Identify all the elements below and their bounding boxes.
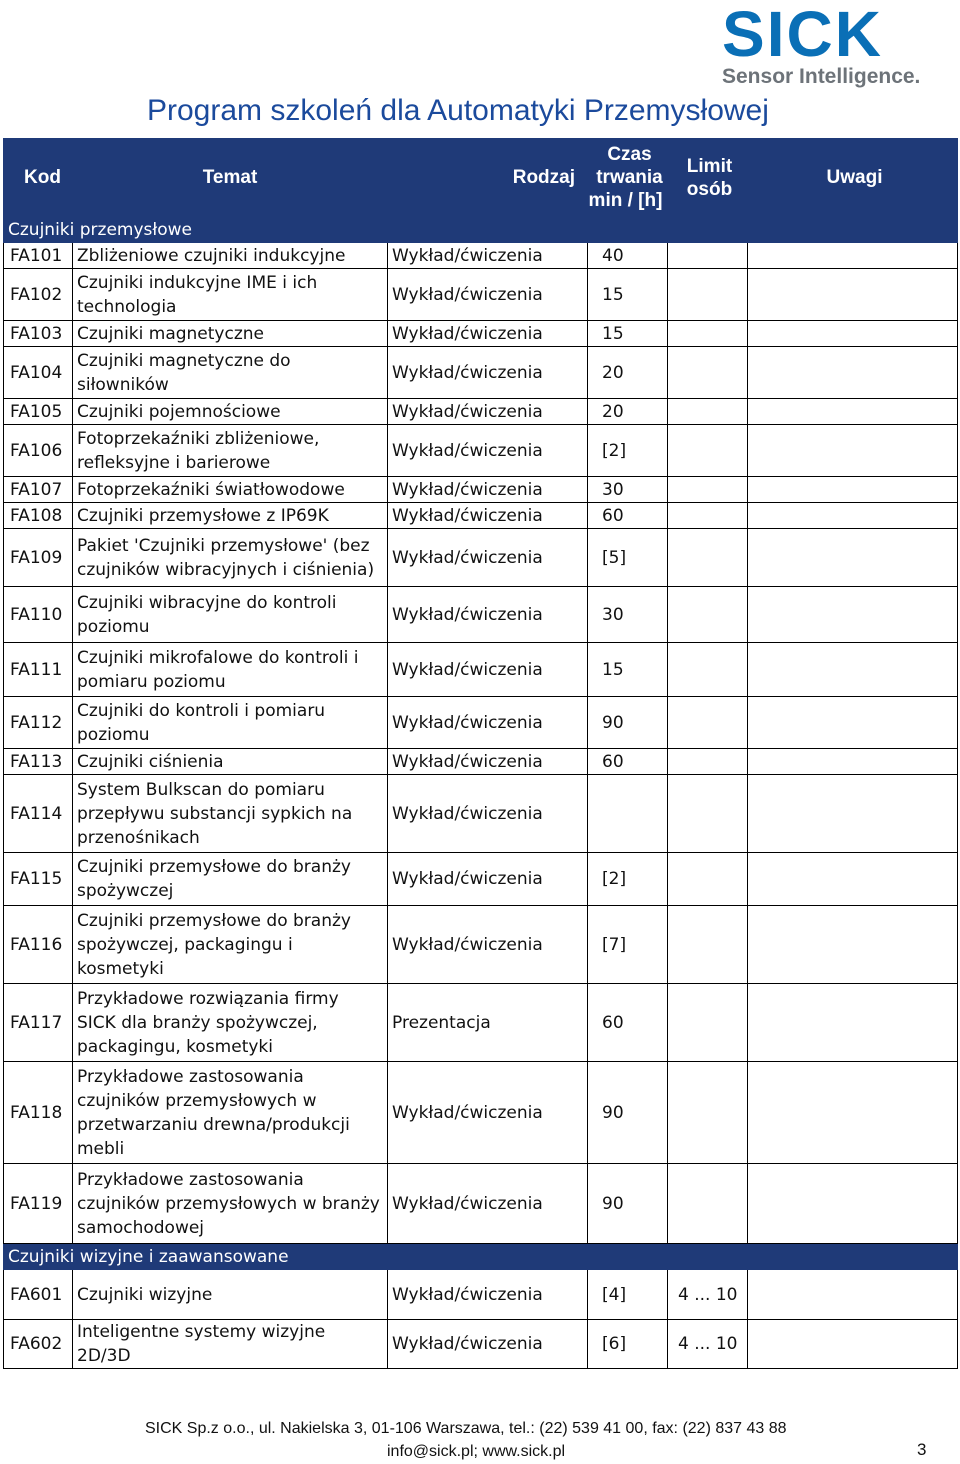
course-topic-line: Czujniki przemysłowe do branży <box>77 857 351 877</box>
course-type: Wykład/ćwiczenia <box>388 503 588 529</box>
course-code: FA601 <box>4 1270 73 1320</box>
course-duration: 15 <box>588 269 668 321</box>
course-limit <box>668 399 748 425</box>
course-topic-line: Czujniki magnetyczne <box>77 323 264 344</box>
table-row <box>4 1164 958 1244</box>
course-duration: [2] <box>588 425 668 477</box>
header-notes: Uwagi <box>748 139 958 217</box>
course-code: FA101 <box>4 243 73 269</box>
course-topic <box>73 587 388 643</box>
course-topic <box>73 347 388 399</box>
course-topic-line: Czujniki pojemnościowe <box>77 401 281 422</box>
course-topic <box>73 643 388 697</box>
course-topic-line: Czujniki do kontroli i pomiaru <box>77 700 326 721</box>
page-number: 3 <box>917 1440 927 1459</box>
course-topic-line: siłowników <box>77 374 169 395</box>
course-topic-line: Czujniki przemysłowe z IP69K <box>77 505 329 526</box>
table-row <box>4 425 958 477</box>
course-notes <box>748 1062 958 1164</box>
header-duration-line: Czas <box>607 144 652 165</box>
footer-contact: info@sick.pl; www.sick.pl <box>387 1443 566 1460</box>
course-limit <box>668 984 748 1062</box>
course-notes <box>748 1164 958 1244</box>
table-header-row <box>4 139 958 217</box>
course-code: FA111 <box>4 643 73 697</box>
course-topic-line: czujników przemysłowych w branży <box>77 1193 380 1214</box>
course-topic-line: SICK dla branży spożywczej, <box>77 1012 318 1033</box>
page-title: Program szkoleń dla Automatyki Przemysłowej <box>147 94 769 127</box>
course-notes <box>748 347 958 399</box>
course-duration: 60 <box>588 749 668 775</box>
course-topic-line: Zbliżeniowe czujniki indukcyjne <box>77 245 346 266</box>
course-topic-line: spożywczej, packagingu i <box>77 934 293 955</box>
course-topic-line: Inteligentne systemy wizyjne <box>77 1322 326 1342</box>
course-duration: [7] <box>588 906 668 984</box>
header-topic: Temat <box>73 139 388 217</box>
course-duration <box>588 775 668 853</box>
course-duration: [2] <box>588 853 668 906</box>
course-type: Wykład/ćwiczenia <box>388 906 588 984</box>
course-topic-line: Czujniki mikrofalowe do kontroli i <box>77 647 359 668</box>
course-code: FA110 <box>4 587 73 643</box>
header-duration-line: min / [h] <box>588 190 663 211</box>
course-topic-line: technologia <box>77 296 177 317</box>
course-code: FA119 <box>4 1164 73 1244</box>
table-row <box>4 749 958 775</box>
course-topic-line: Przykładowe zastosowania <box>77 1066 304 1087</box>
course-topic-line: Przykładowe zastosowania <box>77 1169 304 1190</box>
course-code: FA115 <box>4 853 73 906</box>
course-code: FA103 <box>4 321 73 347</box>
course-type: Wykład/ćwiczenia <box>388 269 588 321</box>
course-code: FA104 <box>4 347 73 399</box>
course-code: FA108 <box>4 503 73 529</box>
course-topic <box>73 906 388 984</box>
course-duration: 90 <box>588 697 668 749</box>
table-row <box>4 243 958 269</box>
course-topic-line: Czujniki wibracyjne do kontroli <box>77 592 337 613</box>
course-topic <box>73 529 388 587</box>
header-limit <box>668 139 748 217</box>
course-limit: 4 ... 10 <box>668 1270 748 1320</box>
course-topic-line: Czujniki ciśnienia <box>77 751 224 772</box>
course-notes <box>748 643 958 697</box>
course-topic-line: przepływu substancji sypkich na <box>77 803 353 824</box>
course-topic-line: Przykładowe rozwiązania firmy <box>77 988 339 1009</box>
course-duration: 30 <box>588 587 668 643</box>
course-duration: [6] <box>588 1320 668 1369</box>
course-topic-line: Fotoprzekaźniki zbliżeniowe, <box>77 428 320 449</box>
course-topic <box>73 269 388 321</box>
course-code: FA602 <box>4 1320 73 1369</box>
course-limit <box>668 1164 748 1244</box>
table-row <box>4 853 958 906</box>
course-topic-line: packagingu, kosmetyki <box>77 1036 273 1057</box>
course-duration: 90 <box>588 1062 668 1164</box>
course-code: FA113 <box>4 749 73 775</box>
course-topic-line: Czujniki wizyjne <box>77 1284 213 1305</box>
course-notes <box>748 503 958 529</box>
header-code: Kod <box>4 139 73 217</box>
course-type: Wykład/ćwiczenia <box>388 1320 588 1369</box>
course-limit <box>668 477 748 503</box>
course-type: Wykład/ćwiczenia <box>388 321 588 347</box>
table-row <box>4 503 958 529</box>
course-topic-line: Pakiet 'Czujniki przemysłowe' (bez <box>77 535 370 556</box>
course-topic-line: Czujniki magnetyczne do <box>77 350 291 371</box>
table-row <box>4 643 958 697</box>
section-header-row <box>4 1244 958 1270</box>
course-topic-line: czujników wibracyjnych i ciśnienia) <box>77 559 375 580</box>
course-limit <box>668 503 748 529</box>
table-row <box>4 477 958 503</box>
course-notes <box>748 425 958 477</box>
section-header-row <box>4 217 958 243</box>
course-limit: 4 ... 10 <box>668 1320 748 1369</box>
course-notes <box>748 775 958 853</box>
course-notes <box>748 269 958 321</box>
course-limit <box>668 853 748 906</box>
course-type: Wykład/ćwiczenia <box>388 643 588 697</box>
course-limit <box>668 529 748 587</box>
course-topic <box>73 984 388 1062</box>
course-duration: [5] <box>588 529 668 587</box>
sick-logo <box>722 2 932 90</box>
course-type: Wykład/ćwiczenia <box>388 1164 588 1244</box>
course-notes <box>748 399 958 425</box>
course-topic-line: przenośnikach <box>77 827 200 848</box>
course-topic-line: poziomu <box>77 616 150 637</box>
course-limit <box>668 425 748 477</box>
course-topic <box>73 1320 388 1369</box>
course-limit <box>668 697 748 749</box>
course-limit <box>668 906 748 984</box>
course-notes <box>748 984 958 1062</box>
course-duration: [4] <box>588 1270 668 1320</box>
course-notes <box>748 1270 958 1320</box>
table-row <box>4 399 958 425</box>
table-row <box>4 697 958 749</box>
course-code: FA107 <box>4 477 73 503</box>
section-title: Czujniki wizyjne i zaawansowane <box>4 1244 958 1270</box>
course-type: Wykład/ćwiczenia <box>388 529 588 587</box>
course-topic <box>73 399 388 425</box>
course-type: Wykład/ćwiczenia <box>388 775 588 853</box>
table-row <box>4 984 958 1062</box>
course-notes <box>748 477 958 503</box>
course-topic <box>73 243 388 269</box>
footer-address: SICK Sp.z o.o., ul. Nakielska 3, 01-106 Warszawa, tel.: (22) 539 41 00, fax: (22) 837 43 88 <box>145 1420 787 1437</box>
course-topic-line: refleksyjne i barierowe <box>77 452 271 473</box>
course-notes <box>748 529 958 587</box>
course-duration: 20 <box>588 399 668 425</box>
table-row <box>4 1320 958 1369</box>
course-type: Wykład/ćwiczenia <box>388 243 588 269</box>
course-code: FA114 <box>4 775 73 853</box>
course-code: FA116 <box>4 906 73 984</box>
course-notes <box>748 587 958 643</box>
course-type: Wykład/ćwiczenia <box>388 697 588 749</box>
course-limit <box>668 749 748 775</box>
table-row <box>4 1270 958 1320</box>
course-limit <box>668 1062 748 1164</box>
course-code: FA118 <box>4 1062 73 1164</box>
course-code: FA109 <box>4 529 73 587</box>
course-code: FA102 <box>4 269 73 321</box>
course-type: Wykład/ćwiczenia <box>388 347 588 399</box>
course-code: FA112 <box>4 697 73 749</box>
course-topic-line: Fotoprzekaźniki światłowodowe <box>77 479 345 500</box>
course-type: Wykład/ćwiczenia <box>388 853 588 906</box>
section-title: Czujniki przemysłowe <box>4 217 958 243</box>
course-notes <box>748 749 958 775</box>
course-topic <box>73 697 388 749</box>
course-topic <box>73 749 388 775</box>
course-notes <box>748 243 958 269</box>
course-duration: 60 <box>588 503 668 529</box>
table-row <box>4 587 958 643</box>
table-row <box>4 906 958 984</box>
logo-brand: SICK <box>722 0 883 70</box>
course-notes <box>748 853 958 906</box>
course-limit <box>668 775 748 853</box>
course-topic-line: przetwarzaniu drewna/produkcji <box>77 1114 350 1135</box>
course-topic-line: 2D/3D <box>77 1346 131 1366</box>
course-topic <box>73 321 388 347</box>
course-code: FA105 <box>4 399 73 425</box>
course-topic-line: czujników przemysłowych w <box>77 1090 317 1111</box>
course-limit <box>668 269 748 321</box>
header-type: Rodzaj <box>388 139 588 217</box>
course-notes <box>748 906 958 984</box>
course-type: Wykład/ćwiczenia <box>388 399 588 425</box>
course-duration: 60 <box>588 984 668 1062</box>
course-type: Wykład/ćwiczenia <box>388 425 588 477</box>
course-notes <box>748 1320 958 1369</box>
course-topic-line: kosmetyki <box>77 958 164 979</box>
course-type: Prezentacja <box>388 984 588 1062</box>
table-row <box>4 321 958 347</box>
course-topic <box>73 503 388 529</box>
course-topic <box>73 425 388 477</box>
course-code: FA106 <box>4 425 73 477</box>
course-duration: 30 <box>588 477 668 503</box>
table-row <box>4 1062 958 1164</box>
table-row <box>4 529 958 587</box>
course-type: Wykład/ćwiczenia <box>388 477 588 503</box>
course-duration: 15 <box>588 643 668 697</box>
course-topic <box>73 853 388 906</box>
course-type: Wykład/ćwiczenia <box>388 749 588 775</box>
course-duration: 90 <box>588 1164 668 1244</box>
course-type: Wykład/ćwiczenia <box>388 1062 588 1164</box>
course-topic <box>73 1062 388 1164</box>
course-duration: 20 <box>588 347 668 399</box>
course-notes <box>748 697 958 749</box>
course-limit <box>668 243 748 269</box>
course-limit <box>668 643 748 697</box>
logo-tagline: Sensor Intelligence. <box>722 65 921 88</box>
course-code: FA117 <box>4 984 73 1062</box>
table-row <box>4 775 958 853</box>
course-topic <box>73 1164 388 1244</box>
course-topic <box>73 477 388 503</box>
course-topic-line: mebli <box>77 1138 125 1159</box>
training-program-table <box>3 138 958 1369</box>
course-topic-line: System Bulkscan do pomiaru <box>77 779 325 800</box>
course-topic-line: samochodowej <box>77 1217 205 1238</box>
course-type: Wykład/ćwiczenia <box>388 1270 588 1320</box>
course-topic-line: pomiaru poziomu <box>77 671 226 692</box>
course-type: Wykład/ćwiczenia <box>388 587 588 643</box>
course-topic-line: spożywczej <box>77 881 174 901</box>
table-row <box>4 269 958 321</box>
table-row <box>4 347 958 399</box>
course-topic-line: Czujniki przemysłowe do branży <box>77 910 351 931</box>
course-limit <box>668 587 748 643</box>
course-topic <box>73 1270 388 1320</box>
course-topic-line: Czujniki indukcyjne IME i ich <box>77 272 318 293</box>
course-limit <box>668 321 748 347</box>
course-limit <box>668 347 748 399</box>
header-limit-line: Limit <box>686 155 733 177</box>
course-duration: 40 <box>588 243 668 269</box>
header-duration-line: trwania <box>596 167 663 188</box>
course-topic <box>73 775 388 853</box>
course-duration: 15 <box>588 321 668 347</box>
header-duration <box>588 139 668 217</box>
course-topic-line: poziomu <box>77 724 150 745</box>
header-limit-line: osób <box>686 178 733 200</box>
course-notes <box>748 321 958 347</box>
